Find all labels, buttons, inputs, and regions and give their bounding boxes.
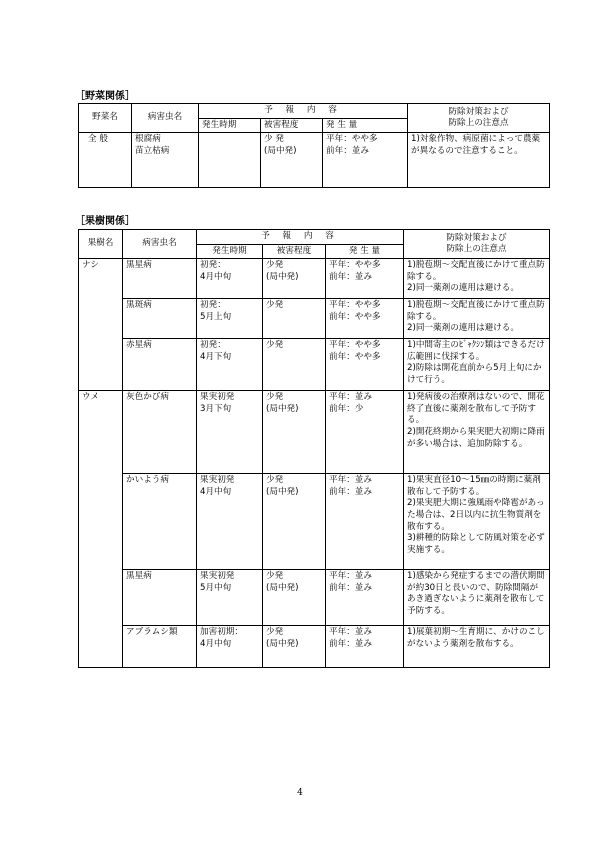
amount-cell: 平年：やや多 前年：並み [323,133,408,188]
pest-cell: アブラムシ類 [123,626,197,668]
header-pest-name: 病害虫名 [123,230,197,259]
table-row [79,626,550,668]
header-timing: 発生時期 [197,244,263,259]
notes-cell: 1)中間寄主のﾋﾞｬｸｼﾝ類はできるだけ広範囲に伐採する。 2)防除は開花直前から5月上旬にかけて行う。 [404,339,550,391]
damage-cell: 少発 (局中発) [263,259,326,299]
timing-cell: 果実初発 3月下旬 [197,391,263,474]
table-row [79,133,550,188]
header-damage: 被害程度 [263,244,326,259]
timing-cell: 初発： 4月下旬 [197,339,263,391]
damage-cell: 少発 (局中発) [263,570,326,626]
vegetable-table [78,103,550,188]
amount-cell: 平年：並み 前年：並み [326,474,404,570]
pest-cell: 黒星病 [123,259,197,299]
page-number: 4 [297,788,303,798]
header-pest-name: 病害虫名 [132,104,199,133]
header-measures: 防除対策および 防除上の注意点 [404,230,550,259]
header-measures: 防除対策および 防除上の注意点 [408,104,550,133]
table-row [79,259,550,299]
amount-cell: 平年：並み 前年：並み [326,570,404,626]
notes-cell: 1)発病後の治療剤はないので、開花終了直後に薬剤を散布して予防する。 2)開花終期から果実肥大初期に降雨が多い場合は、追加防除する。 [404,391,550,474]
amount-cell: 平年：並み 前年：並み [326,626,404,668]
pest-cell: 赤星病 [123,339,197,391]
fruit-table [78,229,550,668]
header-crop-name: 野菜名 [79,104,132,133]
notes-cell: 1)展葉初期～生育期に、かけのこしがないよう薬剤を散布する。 [404,626,550,668]
damage-cell: 少発 (局中発) [263,626,326,668]
amount-cell: 平年：並み 前年：少 [326,391,404,474]
vegetable-section-title: ［野菜関係］ [75,91,135,102]
table-row [79,299,550,339]
header-forecast: 予 報 内 容 [197,230,404,245]
damage-cell: 少発 (局中発) [263,474,326,570]
header-timing: 発生時期 [199,118,261,133]
timing-cell: 加害初期： 4月中旬 [197,626,263,668]
header-damage: 被害程度 [261,118,323,133]
header-crop-name: 果樹名 [79,230,123,259]
table-row [79,570,550,626]
notes-cell: 1)脱苞期～交配直後にかけて重点防除する。 2)同一薬剤の連用は避ける。 [404,299,550,339]
crop-cell: ウメ [79,391,123,668]
timing-cell: 果実初発 5月中旬 [197,570,263,626]
header-amount: 発 生 量 [326,244,404,259]
pest-cell: 黒星病 [123,570,197,626]
notes-cell: 1)脱苞期～交配直後にかけて重点防除する。 2)同一薬剤の連用は避ける。 [404,259,550,299]
notes-cell: 1)感染から発症するまでの潜伏期間が約30日と長いので、防除間隔があき過ぎないように薬剤を散布して予防する。 [404,570,550,626]
header-amount: 発 生 量 [323,118,408,133]
timing-cell: 初発： 5月上旬 [197,299,263,339]
timing-cell: 初発： 4月中旬 [197,259,263,299]
pest-cell: 灰色かび病 [123,391,197,474]
amount-cell: 平年：やや多 前年：並み [326,259,404,299]
notes-cell: 1)果実直径10～15㎜の時期に薬剤散布して予防する。 2)果実肥大期に強風雨や降雹があった場合は、2日以内に抗生物質剤を散布する。 3)耕種的防除として防風対策を必ず実施する。 [404,474,550,570]
table-row [79,474,550,570]
table-row [79,339,550,391]
damage-cell: 少 発 (局中発) [261,133,323,188]
damage-cell: 少発 (局中発) [263,391,326,474]
notes-cell: 1)対象作物、病原菌によって農薬が異なるので注意すること。 [408,133,550,188]
damage-cell: 少発 [263,339,326,391]
crop-cell: ナシ [79,259,123,391]
timing-cell: 果実初発 4月中旬 [197,474,263,570]
timing-cell [199,133,261,188]
damage-cell: 少発 [263,299,326,339]
pest-cell: かいよう病 [123,474,197,570]
crop-cell: 全 般 [79,133,132,188]
amount-cell: 平年：やや多 前年：やや多 [326,299,404,339]
fruit-section-title: ［果樹関係］ [75,216,135,227]
table-row [79,391,550,474]
pest-cell: 根腐病 苗立枯病 [132,133,199,188]
header-forecast: 予 報 内 容 [199,104,408,119]
pest-cell: 黒斑病 [123,299,197,339]
amount-cell: 平年：やや多 前年：やや多 [326,339,404,391]
